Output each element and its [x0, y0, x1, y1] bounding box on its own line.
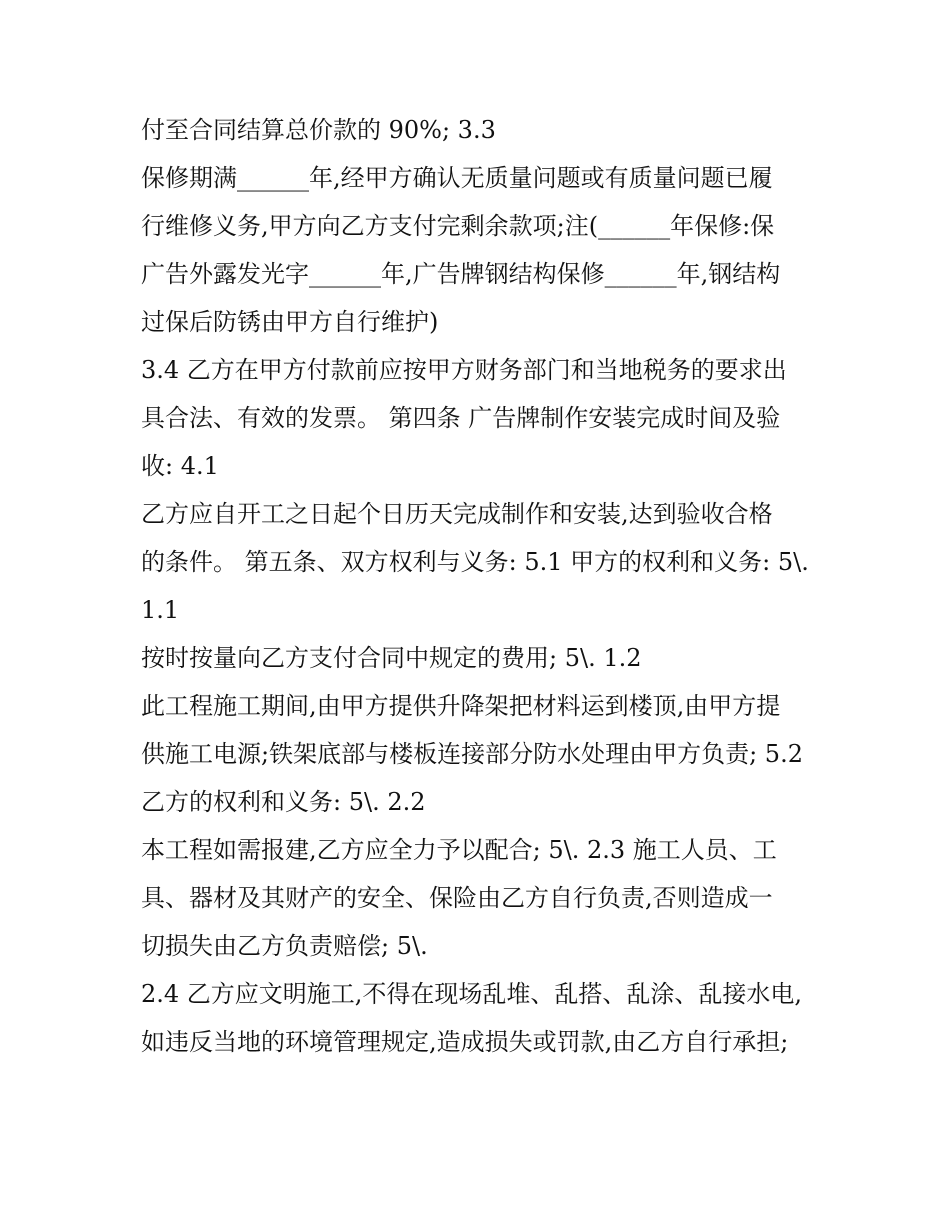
text-line: 1.1 — [141, 596, 180, 624]
text-line: 收: 4.1 — [141, 452, 219, 480]
text-line: 付至合同结算总价款的 90%; 3.3 — [141, 116, 496, 144]
text-line: 具合法、有效的发票。 第四条 广告牌制作安装完成时间及验 — [141, 404, 781, 432]
text-line: 行维修义务,甲方向乙方支付完剩余款项;注(______年保修:保 — [141, 212, 775, 240]
text-line: 2.4 乙方应文明施工,不得在现场乱堆、乱搭、乱涂、乱接水电, — [141, 980, 803, 1008]
text-line: 乙方的权利和义务: 5\. 2.2 — [141, 788, 426, 816]
text-line: 乙方应自开工之日起个日历天完成制作和安装,达到验收合格 — [141, 500, 773, 528]
text-line: 过保后防锈由甲方自行维护) — [141, 308, 439, 336]
text-line: 具、器材及其财产的安全、保险由乙方自行负责,否则造成一 — [141, 884, 773, 912]
text-line: 广告外露发光字______年,广告牌钢结构保修______年,钢结构 — [141, 260, 781, 288]
text-line: 如违反当地的环境管理规定,造成损失或罚款,由乙方自行承担; — [141, 1028, 789, 1056]
text-line: 3.4 乙方在甲方付款前应按甲方财务部门和当地税务的要求出 — [141, 356, 787, 384]
document-body — [141, 108, 821, 1068]
text-line: 此工程施工期间,由甲方提供升降架把材料运到楼顶,由甲方提 — [141, 692, 781, 720]
text-line: 保修期满______年,经甲方确认无质量问题或有质量问题已履 — [141, 164, 773, 192]
text-line: 的条件。 第五条、双方权利与义务: 5.1 甲方的权利和义务: 5\. — [141, 548, 809, 576]
text-line: 按时按量向乙方支付合同中规定的费用; 5\. 1.2 — [141, 644, 642, 672]
text-line: 本工程如需报建,乙方应全力予以配合; 5\. 2.3 施工人员、工 — [141, 836, 777, 864]
text-line: 切损失由乙方负责赔偿; 5\. — [141, 932, 428, 960]
text-line: 供施工电源;铁架底部与楼板连接部分防水处理由甲方负责; 5.2 — [141, 740, 803, 768]
